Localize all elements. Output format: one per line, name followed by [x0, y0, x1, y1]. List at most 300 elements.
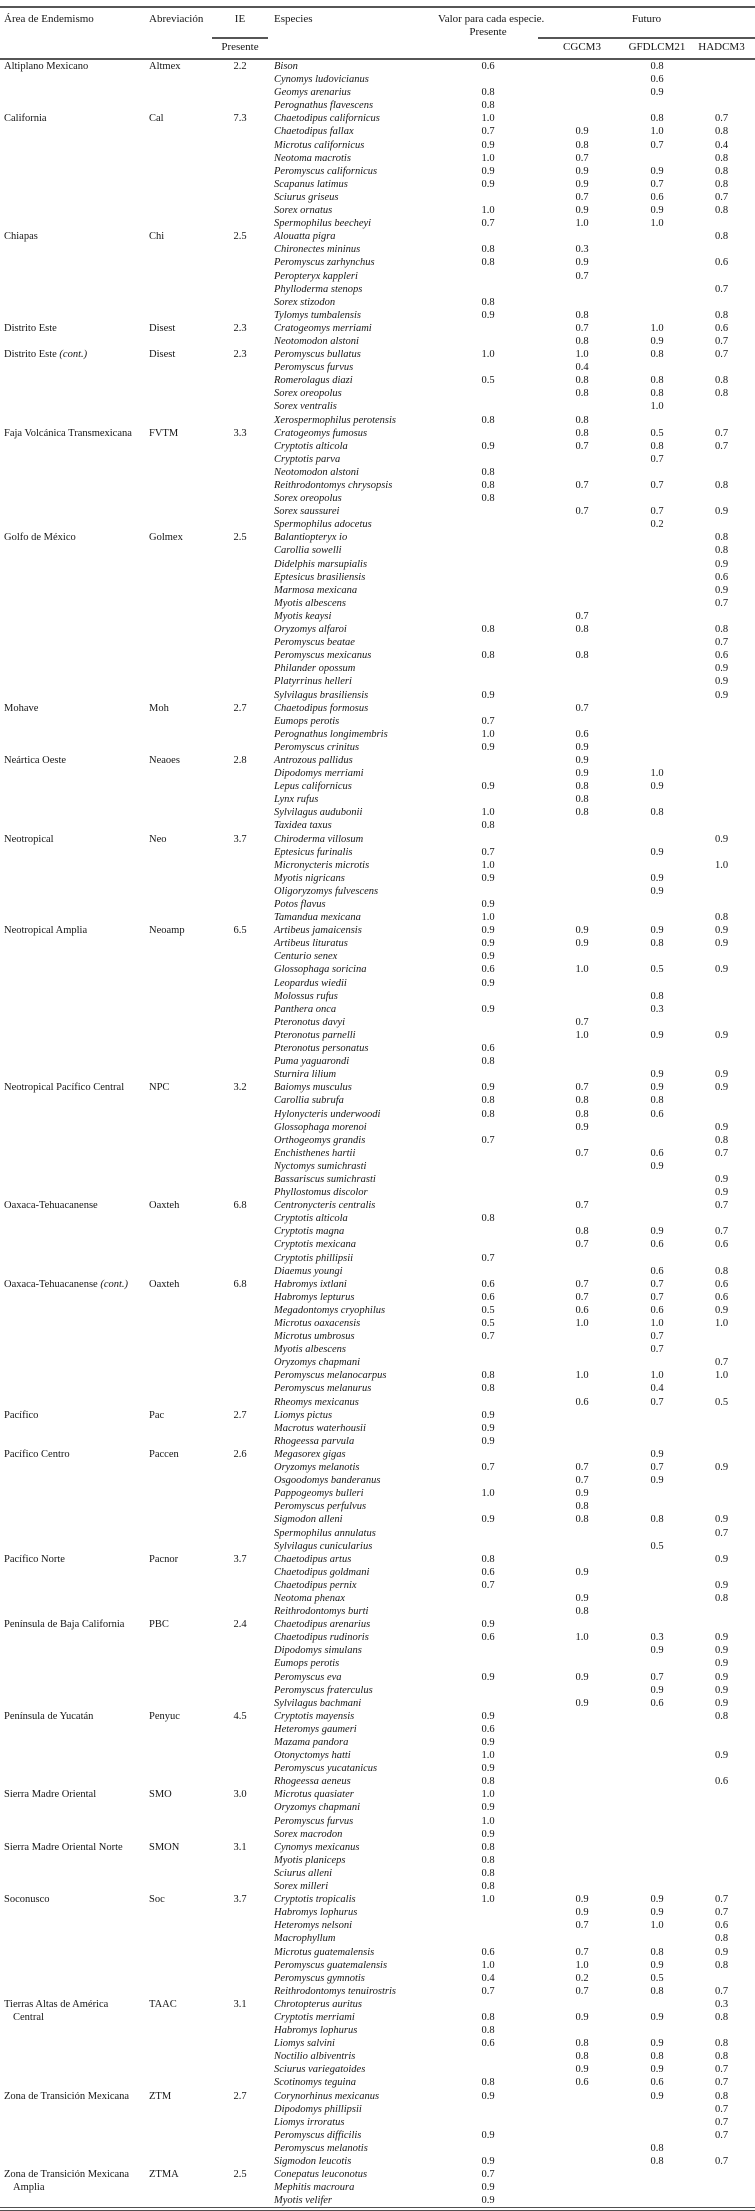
gfdlcm21-value-cell: 0.7 [650, 453, 664, 465]
area-name-cell [0, 1304, 148, 1317]
cgcm3-value-cell [538, 1932, 626, 1945]
species-row [0, 1540, 755, 1553]
ie-value-cell: 2.7 [233, 2090, 247, 2102]
presente-value-cell: 0.8 [481, 1108, 495, 1120]
area-name-cell [0, 1972, 148, 1985]
area-name-cell [0, 1068, 148, 1081]
ie-value-cell [212, 505, 268, 518]
species-name-cell: Microtus quasiater [274, 1789, 354, 1801]
abbreviation-cell: SMON [149, 1841, 180, 1853]
abbreviation-cell [148, 1657, 212, 1670]
abbreviation-cell [148, 649, 212, 662]
species-row [0, 1225, 755, 1238]
presente-value-cell [438, 1068, 538, 1081]
area-name-cell [0, 1880, 148, 1893]
hadcm3-value-cell [688, 1500, 755, 1513]
presente-value-cell: 0.9 [481, 872, 495, 884]
cgcm3-value-cell: 0.9 [575, 178, 589, 190]
presente-value-cell [438, 662, 538, 675]
hadcm3-value-cell: 0.7 [714, 335, 729, 347]
ie-value-cell [212, 1749, 268, 1762]
abbreviation-cell [148, 152, 212, 165]
ie-value-cell: 3.0 [233, 1789, 247, 1801]
abbreviation-cell [148, 86, 212, 99]
area-name-cell [0, 125, 148, 138]
area-name-cell [0, 1684, 148, 1697]
cgcm3-value-cell [538, 2103, 626, 2116]
gfdlcm21-value-cell [626, 152, 688, 165]
ie-value-cell [212, 1225, 268, 1238]
presente-value-cell [438, 335, 538, 348]
species-name-cell: Baiomys musculus [274, 1082, 352, 1094]
gfdlcm21-value-cell [626, 99, 688, 112]
hadcm3-value-cell: 0.6 [714, 1920, 729, 1932]
area-name-cell [0, 806, 148, 819]
gfdlcm21-value-cell [626, 1815, 688, 1828]
area-name-cell [0, 1906, 148, 1919]
abbreviation-cell [148, 558, 212, 571]
species-name-cell: Sylvilagus cunicularius [274, 1540, 373, 1552]
gfdlcm21-value-cell [626, 256, 688, 269]
gfdlcm21-value-cell: 0.7 [650, 1331, 664, 1343]
species-name-cell: Rheomys mexicanus [274, 1396, 359, 1408]
presente-value-cell: 1.0 [481, 349, 495, 361]
abbreviation-cell [148, 2037, 212, 2050]
presente-value-cell: 0.6 [481, 964, 495, 976]
area-name-cell [0, 1016, 148, 1029]
cgcm3-value-cell [538, 1527, 626, 1540]
area-name-cell: Neártica Oeste [4, 754, 67, 766]
cgcm3-value-cell [538, 1801, 626, 1814]
hadcm3-value-cell [688, 99, 755, 112]
species-name-cell: Cynomys mexicanus [274, 1841, 360, 1853]
abbreviation-cell [148, 296, 212, 309]
gfdlcm21-value-cell: 0.9 [650, 925, 664, 937]
abbreviation-cell: Pac [149, 1409, 165, 1421]
gfdlcm21-value-cell: 0.9 [650, 872, 664, 884]
species-row [0, 584, 755, 597]
cgcm3-value-cell: 0.6 [575, 2077, 589, 2089]
hadcm3-value-cell: 0.9 [714, 676, 729, 688]
presente-value-cell [438, 1199, 538, 1212]
species-row [0, 165, 755, 178]
species-name-cell: Oryzomys chapmani [274, 1357, 361, 1369]
ie-value-cell [212, 963, 268, 976]
abbreviation-cell [148, 1631, 212, 1644]
species-name-cell: Neotoma macrotis [274, 152, 351, 164]
ie-value-cell [212, 1003, 268, 1016]
species-row [0, 2116, 755, 2129]
hadcm3-value-cell: 0.9 [714, 1173, 729, 1185]
species-name-cell: Peromyscus guatemalensis [274, 1959, 388, 1971]
gfdlcm21-value-cell [626, 675, 688, 688]
cgcm3-value-cell [538, 1998, 626, 2011]
species-row [0, 492, 755, 505]
ie-value-cell [212, 819, 268, 832]
area-name-cell [0, 1644, 148, 1657]
area-name-cell [0, 2050, 148, 2063]
cgcm3-value-cell: 0.8 [575, 427, 589, 439]
area-name-cell: Sierra Madre Oriental [4, 1789, 97, 1801]
species-name-cell: Sorex ventralis [274, 401, 337, 413]
species-name-cell: Platyrrinus helleri [274, 676, 352, 688]
ie-value-cell: 2.5 [233, 231, 247, 243]
ie-value-cell [212, 571, 268, 584]
area-name-cell: Península de Yucatán [4, 1710, 94, 1722]
gfdlcm21-value-cell: 0.9 [650, 1907, 664, 1919]
gfdlcm21-value-cell: 0.6 [650, 1265, 664, 1277]
gfdlcm21-value-cell [626, 1252, 688, 1265]
ie-value-cell [212, 1579, 268, 1592]
gfdlcm21-value-cell: 0.8 [650, 2051, 664, 2063]
species-row [0, 1906, 755, 1919]
abbreviation-cell [148, 767, 212, 780]
presente-value-cell [438, 610, 538, 623]
gfdlcm21-value-cell: 0.9 [650, 1226, 664, 1238]
species-name-cell: Reithrodontomys burti [274, 1606, 369, 1618]
species-row [0, 1697, 755, 1710]
abbreviation-cell: SMO [149, 1789, 172, 1801]
abbreviation-cell [148, 361, 212, 374]
hadcm3-value-cell: 0.9 [714, 938, 729, 950]
ie-value-cell [212, 898, 268, 911]
abbreviation-cell [148, 1121, 212, 1134]
ie-value-cell [212, 1566, 268, 1579]
species-name-cell: Philander opossum [274, 663, 356, 675]
cgcm3-value-cell [538, 518, 626, 531]
presente-value-cell: 0.5 [481, 375, 495, 387]
cgcm3-value-cell [538, 689, 626, 702]
gfdlcm21-value-cell [626, 1435, 688, 1448]
presente-value-cell [438, 2103, 538, 2116]
hadcm3-value-cell: 0.7 [714, 2077, 729, 2089]
hadcm3-value-cell [688, 2024, 755, 2037]
cgcm3-value-cell [538, 1854, 626, 1867]
presente-value-cell [438, 767, 538, 780]
species-name-cell: Carollia sowelli [274, 545, 342, 557]
presente-value-cell [438, 584, 538, 597]
area-name-cell [0, 270, 148, 283]
species-row [0, 73, 755, 86]
area-name-cell [0, 2024, 148, 2037]
cgcm3-value-cell [538, 1723, 626, 1736]
area-name-cell [0, 1029, 148, 1042]
abbreviation-cell [148, 1723, 212, 1736]
area-name-cell: Zona de Transición Mexicana [4, 2090, 130, 2102]
cgcm3-value-cell [538, 715, 626, 728]
species-name-cell: Dipodomys phillipsii [274, 2103, 362, 2115]
species-name-cell: Cryptotis tropicalis [274, 1894, 356, 1906]
cgcm3-value-cell [538, 885, 626, 898]
species-name-cell: Peromyscus eva [274, 1671, 342, 1683]
species-name-cell: Liomys irroratus [274, 2116, 345, 2128]
presente-value-cell: 0.8 [481, 1553, 495, 1565]
cgcm3-value-cell [538, 2024, 626, 2037]
presente-value-cell: 0.8 [481, 1056, 495, 1068]
species-row [0, 1199, 755, 1212]
gfdlcm21-value-cell [626, 1867, 688, 1880]
species-name-cell: Macrophyllum [274, 1933, 336, 1945]
species-row [0, 649, 755, 662]
gfdlcm21-value-cell [626, 1828, 688, 1841]
presente-value-cell: 0.9 [481, 1710, 495, 1722]
presente-value-cell: 1.0 [481, 1815, 495, 1827]
presente-value-cell [438, 1265, 538, 1278]
abbreviation-cell [148, 2181, 212, 2194]
presente-value-cell: 0.6 [481, 1043, 495, 1055]
species-name-cell: Sorex oreopolus [274, 493, 342, 505]
hadcm3-value-cell: 0.9 [714, 1750, 729, 1762]
area-name-cell [0, 1474, 148, 1487]
cgcm3-value-cell [538, 1068, 626, 1081]
gfdlcm21-value-cell: 0.5 [650, 427, 664, 439]
hadcm3-value-cell [688, 1736, 755, 1749]
area-name-cell [0, 1121, 148, 1134]
hadcm3-value-cell [688, 872, 755, 885]
ie-value-cell [212, 1382, 268, 1395]
presente-value-cell [438, 1396, 538, 1409]
species-row [0, 2063, 755, 2076]
gfdlcm21-value-cell [626, 1199, 688, 1212]
area-name-cell [0, 597, 148, 610]
area-name-cell [0, 191, 148, 204]
species-row [0, 99, 755, 112]
abbreviation-cell [148, 243, 212, 256]
gfdlcm21-value-cell [626, 1173, 688, 1186]
cgcm3-value-cell: 0.7 [575, 1278, 589, 1290]
gfdlcm21-value-cell [626, 728, 688, 741]
ie-value-cell [212, 1671, 268, 1684]
presente-value-cell: 0.8 [481, 624, 495, 636]
ie-value-cell [212, 243, 268, 256]
species-row [0, 453, 755, 466]
abbreviation-cell [148, 125, 212, 138]
abbreviation-cell: Paccen [149, 1448, 179, 1460]
area-name-cell [0, 728, 148, 741]
cgcm3-value-cell [538, 571, 626, 584]
presente-value-cell: 0.8 [481, 2011, 495, 2023]
species-row [0, 1644, 755, 1657]
hadcm3-value-cell [688, 715, 755, 728]
gfdlcm21-value-cell [626, 833, 688, 846]
ie-value-cell [212, 2116, 268, 2129]
ie-value-cell [212, 309, 268, 322]
ie-value-cell [212, 518, 268, 531]
header-futuro: Futuro [538, 7, 755, 38]
area-name-cell [0, 1252, 148, 1265]
gfdlcm21-value-cell [626, 1788, 688, 1801]
gfdlcm21-value-cell [626, 689, 688, 702]
presente-value-cell [438, 1225, 538, 1238]
gfdlcm21-value-cell: 1.0 [650, 768, 664, 780]
hadcm3-value-cell: 0.9 [714, 1304, 729, 1316]
abbreviation-cell: NPC [149, 1082, 170, 1094]
ie-value-cell [212, 1854, 268, 1867]
species-name-cell: Sciurus griseus [274, 191, 339, 203]
area-name-cell [0, 1003, 148, 1016]
presente-value-cell: 0.9 [481, 741, 495, 753]
cgcm3-value-cell: 0.4 [575, 362, 589, 374]
abbreviation-cell [148, 1042, 212, 1055]
abbreviation-cell: Moh [149, 702, 169, 714]
gfdlcm21-value-cell: 0.4 [650, 1383, 664, 1395]
abbreviation-cell [148, 1003, 212, 1016]
species-row [0, 1513, 755, 1526]
gfdlcm21-value-cell: 0.6 [650, 1304, 664, 1316]
cgcm3-value-cell [538, 1867, 626, 1880]
species-name-cell: Orthogeomys grandis [274, 1134, 366, 1146]
cgcm3-value-cell [538, 859, 626, 872]
ie-value-cell: 3.7 [233, 1894, 247, 1906]
abbreviation-cell: Chi [149, 231, 165, 243]
ie-value-cell [212, 1697, 268, 1710]
species-row [0, 1068, 755, 1081]
hadcm3-value-cell: 0.8 [714, 165, 729, 177]
presente-value-cell [438, 1605, 538, 1618]
presente-value-cell: 0.7 [481, 1579, 495, 1591]
presente-value-cell: 1.0 [481, 113, 495, 125]
ie-value-cell [212, 1487, 268, 1500]
species-row [0, 59, 755, 73]
presente-value-cell: 1.0 [481, 1789, 495, 1801]
presente-value-cell: 0.4 [481, 1972, 495, 1984]
hadcm3-value-cell [688, 2142, 755, 2155]
species-name-cell: Chaetodipus arenarius [274, 1619, 371, 1631]
presente-value-cell [438, 1919, 538, 1932]
area-name-cell [0, 741, 148, 754]
ie-value-cell [212, 466, 268, 479]
ie-value-cell [212, 597, 268, 610]
species-name-cell: Cryptotis mexicana [274, 1239, 356, 1251]
area-name-cell [0, 1055, 148, 1068]
abbreviation-cell [148, 1605, 212, 1618]
cgcm3-value-cell: 0.7 [575, 1291, 589, 1303]
ie-value-cell [212, 806, 268, 819]
presente-value-cell: 0.9 [481, 2090, 495, 2102]
species-name-cell: Xerospermophilus perotensis [274, 414, 397, 426]
gfdlcm21-value-cell: 0.7 [650, 1278, 664, 1290]
presente-value-cell [438, 1684, 538, 1697]
area-name-cell [0, 859, 148, 872]
abbreviation-cell [148, 1527, 212, 1540]
ie-value-cell [212, 937, 268, 950]
abbreviation-cell: Neo [149, 833, 167, 845]
species-row [0, 1134, 755, 1147]
area-name-cell [0, 479, 148, 492]
species-name-cell: Diaemus youngi [274, 1265, 343, 1277]
ie-value-cell [212, 191, 268, 204]
area-name-cell [0, 610, 148, 623]
gfdlcm21-value-cell: 0.9 [650, 1959, 664, 1971]
ie-value-cell [212, 1906, 268, 1919]
species-name-cell: Rhogeessa parvula [274, 1435, 355, 1447]
presente-value-cell: 0.8 [481, 1867, 495, 1879]
presente-value-cell: 0.9 [481, 1737, 495, 1748]
hadcm3-value-cell [688, 400, 755, 413]
area-name-cell [0, 937, 148, 950]
hadcm3-value-cell: 0.7 [714, 1226, 729, 1238]
species-name-cell: Phyllostomus discolor [274, 1187, 368, 1199]
species-name-cell: Habromys lophurus [274, 1907, 358, 1919]
hadcm3-value-cell [688, 1618, 755, 1631]
gfdlcm21-value-cell: 0.6 [650, 2077, 664, 2089]
species-name-cell: Peromyscus furvus [274, 362, 354, 374]
hadcm3-value-cell [688, 453, 755, 466]
species-name-cell: Sorex ornatus [274, 205, 333, 217]
cgcm3-value-cell: 0.8 [575, 1514, 589, 1526]
cgcm3-value-cell [538, 1579, 626, 1592]
hadcm3-value-cell [688, 846, 755, 859]
species-row [0, 675, 755, 688]
species-row [0, 86, 755, 99]
presente-value-cell: 0.6 [481, 61, 495, 72]
header-hadcm3: HADCM3 [688, 38, 755, 59]
presente-value-cell: 0.8 [481, 1776, 495, 1788]
area-name-cell [0, 1723, 148, 1736]
gfdlcm21-value-cell: 0.3 [650, 1632, 664, 1644]
abbreviation-cell: Oaxteh [149, 1278, 180, 1290]
cgcm3-value-cell: 0.9 [575, 1907, 589, 1919]
species-row [0, 427, 755, 440]
species-row [0, 1867, 755, 1880]
species-name-cell: Peropteryx kappleri [274, 270, 358, 282]
species-name-cell: Cynomys ludovicianus [274, 74, 369, 86]
species-row [0, 924, 755, 937]
gfdlcm21-value-cell [626, 1553, 688, 1566]
hadcm3-value-cell: 0.8 [714, 375, 729, 387]
gfdlcm21-value-cell: 0.9 [650, 2011, 664, 2023]
area-name-cell [0, 584, 148, 597]
species-row [0, 1186, 755, 1199]
abbreviation-cell: Oaxteh [149, 1200, 180, 1212]
species-row [0, 1252, 755, 1265]
presente-value-cell: 0.6 [481, 1566, 495, 1578]
species-name-cell: Alouatta pigra [274, 231, 336, 243]
species-row [0, 1396, 755, 1409]
abbreviation-cell [148, 518, 212, 531]
gfdlcm21-value-cell [626, 1566, 688, 1579]
species-row [0, 963, 755, 976]
ie-value-cell: 3.7 [233, 833, 247, 845]
species-name-cell: Nyctomys sumichrasti [274, 1160, 367, 1172]
species-name-cell: Bassariscus sumichrasti [274, 1173, 376, 1185]
species-name-cell: Romerolagus diazi [274, 375, 353, 387]
abbreviation-cell [148, 387, 212, 400]
gfdlcm21-value-cell [626, 819, 688, 832]
gfdlcm21-value-cell [626, 243, 688, 256]
ie-value-cell: 2.2 [233, 61, 247, 72]
species-name-cell: Cryptotis magna [274, 1226, 345, 1238]
cgcm3-value-cell: 0.9 [575, 754, 589, 766]
species-row [0, 1029, 755, 1042]
table-header [0, 7, 755, 59]
cgcm3-value-cell [538, 1553, 626, 1566]
cgcm3-value-cell: 0.9 [575, 126, 589, 138]
gfdlcm21-value-cell: 0.9 [650, 1069, 664, 1081]
hadcm3-value-cell [688, 1723, 755, 1736]
gfdlcm21-value-cell: 0.7 [650, 1671, 664, 1683]
species-name-cell: Artibeus lituratus [274, 938, 348, 950]
ie-value-cell [212, 1723, 268, 1736]
abbreviation-cell [148, 283, 212, 296]
cgcm3-value-cell [538, 453, 626, 466]
species-row [0, 859, 755, 872]
abbreviation-cell [148, 990, 212, 1003]
cgcm3-value-cell [538, 2194, 626, 2209]
gfdlcm21-value-cell: 0.9 [650, 781, 664, 793]
hadcm3-value-cell: 0.8 [714, 1134, 729, 1146]
species-row [0, 715, 755, 728]
